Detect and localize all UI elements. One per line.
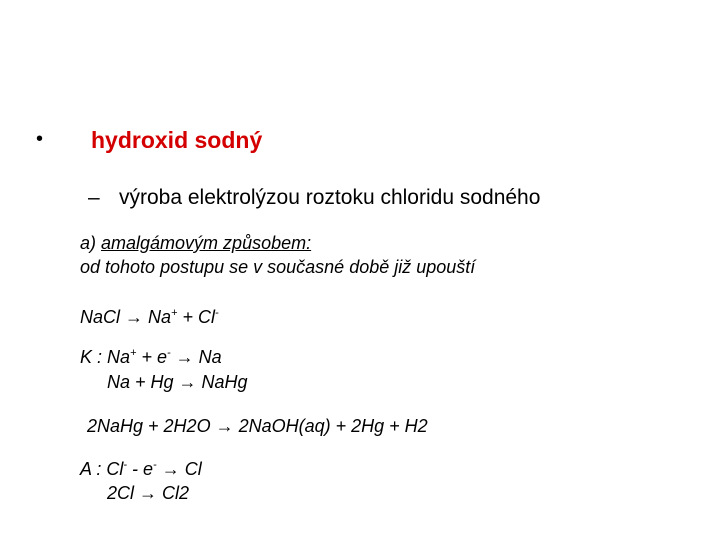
dash-marker: – xyxy=(88,186,100,209)
equation-cathode-2: Na + Hg → NaHg xyxy=(107,372,248,392)
equation-cathode-1: K : Na+ + e- → Na xyxy=(80,347,222,367)
slide-title: hydroxid sodný xyxy=(91,127,263,153)
equation-anode-2: 2Cl → Cl2 xyxy=(107,483,190,503)
bullet-marker: • xyxy=(36,128,44,150)
equation-anode-1: A : Cl- - e- → Cl xyxy=(80,459,202,479)
method-name: amalgámovým způsobem: xyxy=(101,233,312,253)
subtitle: výroba elektrolýzou roztoku chloridu sodného xyxy=(119,186,541,209)
equation-dissociation: NaCl → Na+ + Cl- xyxy=(80,307,219,327)
equation-main: 2NaHg + 2H2O → 2NaOH(aq) + 2Hg + H2 xyxy=(87,416,428,436)
method-line xyxy=(80,233,311,254)
method-note: od tohoto postupu se v současné době již upouští xyxy=(80,257,476,277)
method-prefix: a) xyxy=(80,233,102,253)
